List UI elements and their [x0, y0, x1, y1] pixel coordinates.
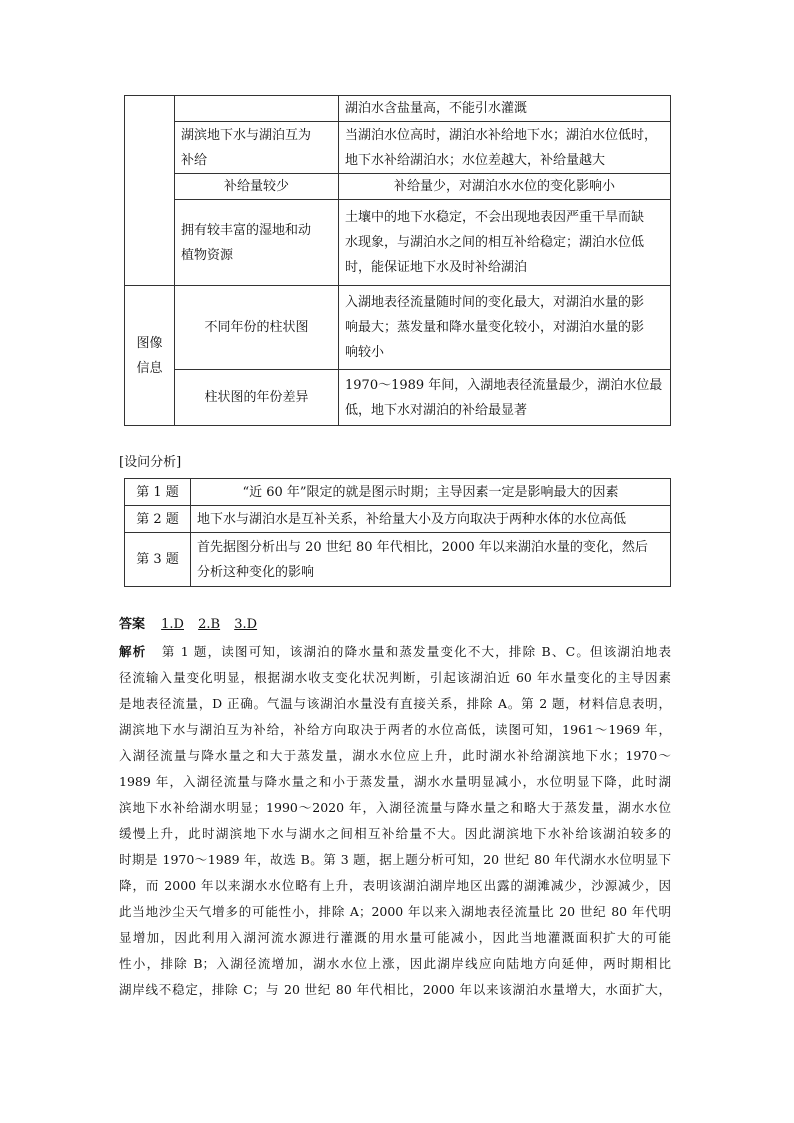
factor-table: [124, 95, 671, 426]
explanation-line: 时期是 1970～1989 年，故选 B。第 3 题，据上题分析可知，20 世纪 80 年代湖水水位明显下: [119, 852, 671, 867]
cell-line: 土壤中的地下水稳定，不会出现地表因严重干旱而缺: [345, 210, 645, 225]
explanation-line: 显增加，因此利用入湖河流水源进行灌溉的用水量可能减小，因此当地灌溉面积扩大的可能: [119, 930, 671, 945]
explanation: [119, 639, 671, 1003]
table-cell: “近 60 年”限定的就是图示时期；主导因素一定是影响最大的因素: [191, 479, 671, 506]
table-row: [125, 479, 671, 506]
table-cell: 地下水与湖泊水是互补关系，补给量大小及方向取决于两种水体的水位高低: [191, 506, 671, 533]
table-cell-empty: [125, 96, 175, 286]
table-cell: 补给量少，对湖泊水水位的变化影响小: [339, 174, 671, 200]
cell-line: 信息: [136, 360, 163, 376]
explanation-line: 此当地沙尘天气增多的可能性小，排除 A；2000 年以来入湖地表径流量比 20 世纪 80 年代明: [119, 904, 671, 919]
answer-label: 答案: [119, 617, 146, 632]
table-cell-empty: [175, 96, 339, 122]
section-heading: [设问分析]: [119, 455, 182, 470]
cell-line: 首先据图分析出与 20 世纪 80 年代相比，2000 年以来湖泊水量的变化，然后: [197, 539, 648, 555]
table-cell: [339, 286, 671, 370]
cell-line: 补给: [181, 152, 208, 168]
explanation-line: 入湖径流量与降水量之和大于蒸发量，湖水水位应上升，此时湖水补给湖滨地下水；1970～: [119, 748, 671, 763]
table-row: [125, 506, 671, 533]
explanation-line: 湖滨地下水与湖泊互为补给，补给方向取决于两者的水位高低，读图可知，1961～1969 年，: [119, 722, 671, 737]
explanation-line: 1989 年，入湖径流量与降水量之和小于蒸发量，湖水水量明显减小，水位明显下降，此时湖: [119, 774, 671, 789]
table-row: [125, 533, 671, 587]
question-label: 第 3 题: [125, 533, 191, 587]
table-cell: [339, 370, 671, 426]
table-cell: [339, 122, 671, 174]
question-label: 第 1 题: [125, 479, 191, 506]
question-label: 第 2 题: [125, 506, 191, 533]
cell-line: 入湖地表径流量随时间的变化最大，对湖泊水量的影: [345, 295, 645, 310]
table-cell: [339, 200, 671, 286]
table-cell: [175, 200, 339, 286]
table-cell: 柱状图的年份差异: [175, 370, 339, 426]
table-row: [125, 286, 671, 370]
analysis-table: [124, 478, 671, 587]
table-row: [125, 370, 671, 426]
cell-line: 分析这种变化的影响: [197, 564, 315, 580]
table-row: [125, 200, 671, 286]
table-cell: [175, 122, 339, 174]
cell-line: 响最大；蒸发量和降水量变化较小，对湖泊水量的影: [345, 320, 645, 335]
explanation-line: 滨地下水补给湖水明显；1990～2020 年，入湖径流量与降水量之和略大于蒸发量，湖水水位: [119, 800, 671, 815]
cell-line: 植物资源: [181, 247, 234, 263]
explanation-line: 性小，排除 B；入湖径流增加，湖水水位上涨，因此湖岸线应向陆地方向延伸，两时期相比: [119, 956, 671, 971]
answer-item: 2.B: [198, 617, 221, 632]
explanation-line: 缓慢上升，此时湖滨地下水与湖水之间相互补给量不大。因此湖滨地下水补给该湖泊较多的: [119, 826, 671, 841]
table-cell: 湖泊水含盐量高，不能引水灌溉: [339, 96, 671, 122]
explanation-line: 径流输入量变化明显，根据湖水收支变化状况判断，引起该湖泊近 60 年水量变化的主导因素: [119, 670, 671, 685]
cell-line: 图像: [136, 335, 163, 351]
table-row: [125, 174, 671, 200]
cell-line: 低，地下水对湖泊的补给最显著: [345, 402, 528, 418]
cell-line: 当湖泊水位高时，湖泊水补给地下水；湖泊水位低时，: [345, 127, 658, 143]
cell-line: 1970～1989 年间，入湖地表径流量最少，湖泊水位最: [345, 377, 663, 393]
cell-line: 湖滨地下水与湖泊互为: [181, 127, 312, 143]
cell-line: 拥有较丰富的湿地和动: [181, 222, 312, 238]
table-row: [125, 96, 671, 122]
answer-item: 3.D: [234, 617, 258, 632]
cell-line: 时，能保证地下水及时补给湖泊: [345, 260, 528, 275]
table-cell: 补给量较少: [175, 174, 339, 200]
explanation-text: 第 1 题，读图可知，该湖泊的降水量和蒸发量变化不大，排除 B、C。但该湖泊地表: [161, 644, 672, 659]
cell-line: 水现象，与湖泊水之间的相互补给稳定；湖泊水位低: [345, 235, 645, 250]
answer-line: [119, 613, 257, 632]
table-row: [125, 122, 671, 174]
explanation-line: 降，而 2000 年以来湖水水位略有上升，表明该湖泊湖岸地区出露的湖滩减少，沙源减少，因: [119, 878, 671, 893]
table-cell: 不同年份的柱状图: [175, 286, 339, 370]
section-label: [125, 286, 175, 426]
explanation-label: 解析: [119, 644, 147, 659]
explanation-line: 湖岸线不稳定，排除 C；与 20 世纪 80 年代相比，2000 年以来该湖泊水量增大，水面扩大，: [119, 982, 671, 997]
answer-item: 1.D: [161, 617, 184, 632]
table-cell: [191, 533, 671, 587]
explanation-line: [119, 639, 671, 665]
cell-line: 响较小: [345, 345, 385, 360]
cell-line: 地下水补给湖泊水；水位差越大，补给量越大: [345, 152, 606, 168]
explanation-line: 是地表径流量，D 正确。气温与该湖泊水量没有直接关系，排除 A。第 2 题，材料信息表明，: [119, 696, 671, 711]
